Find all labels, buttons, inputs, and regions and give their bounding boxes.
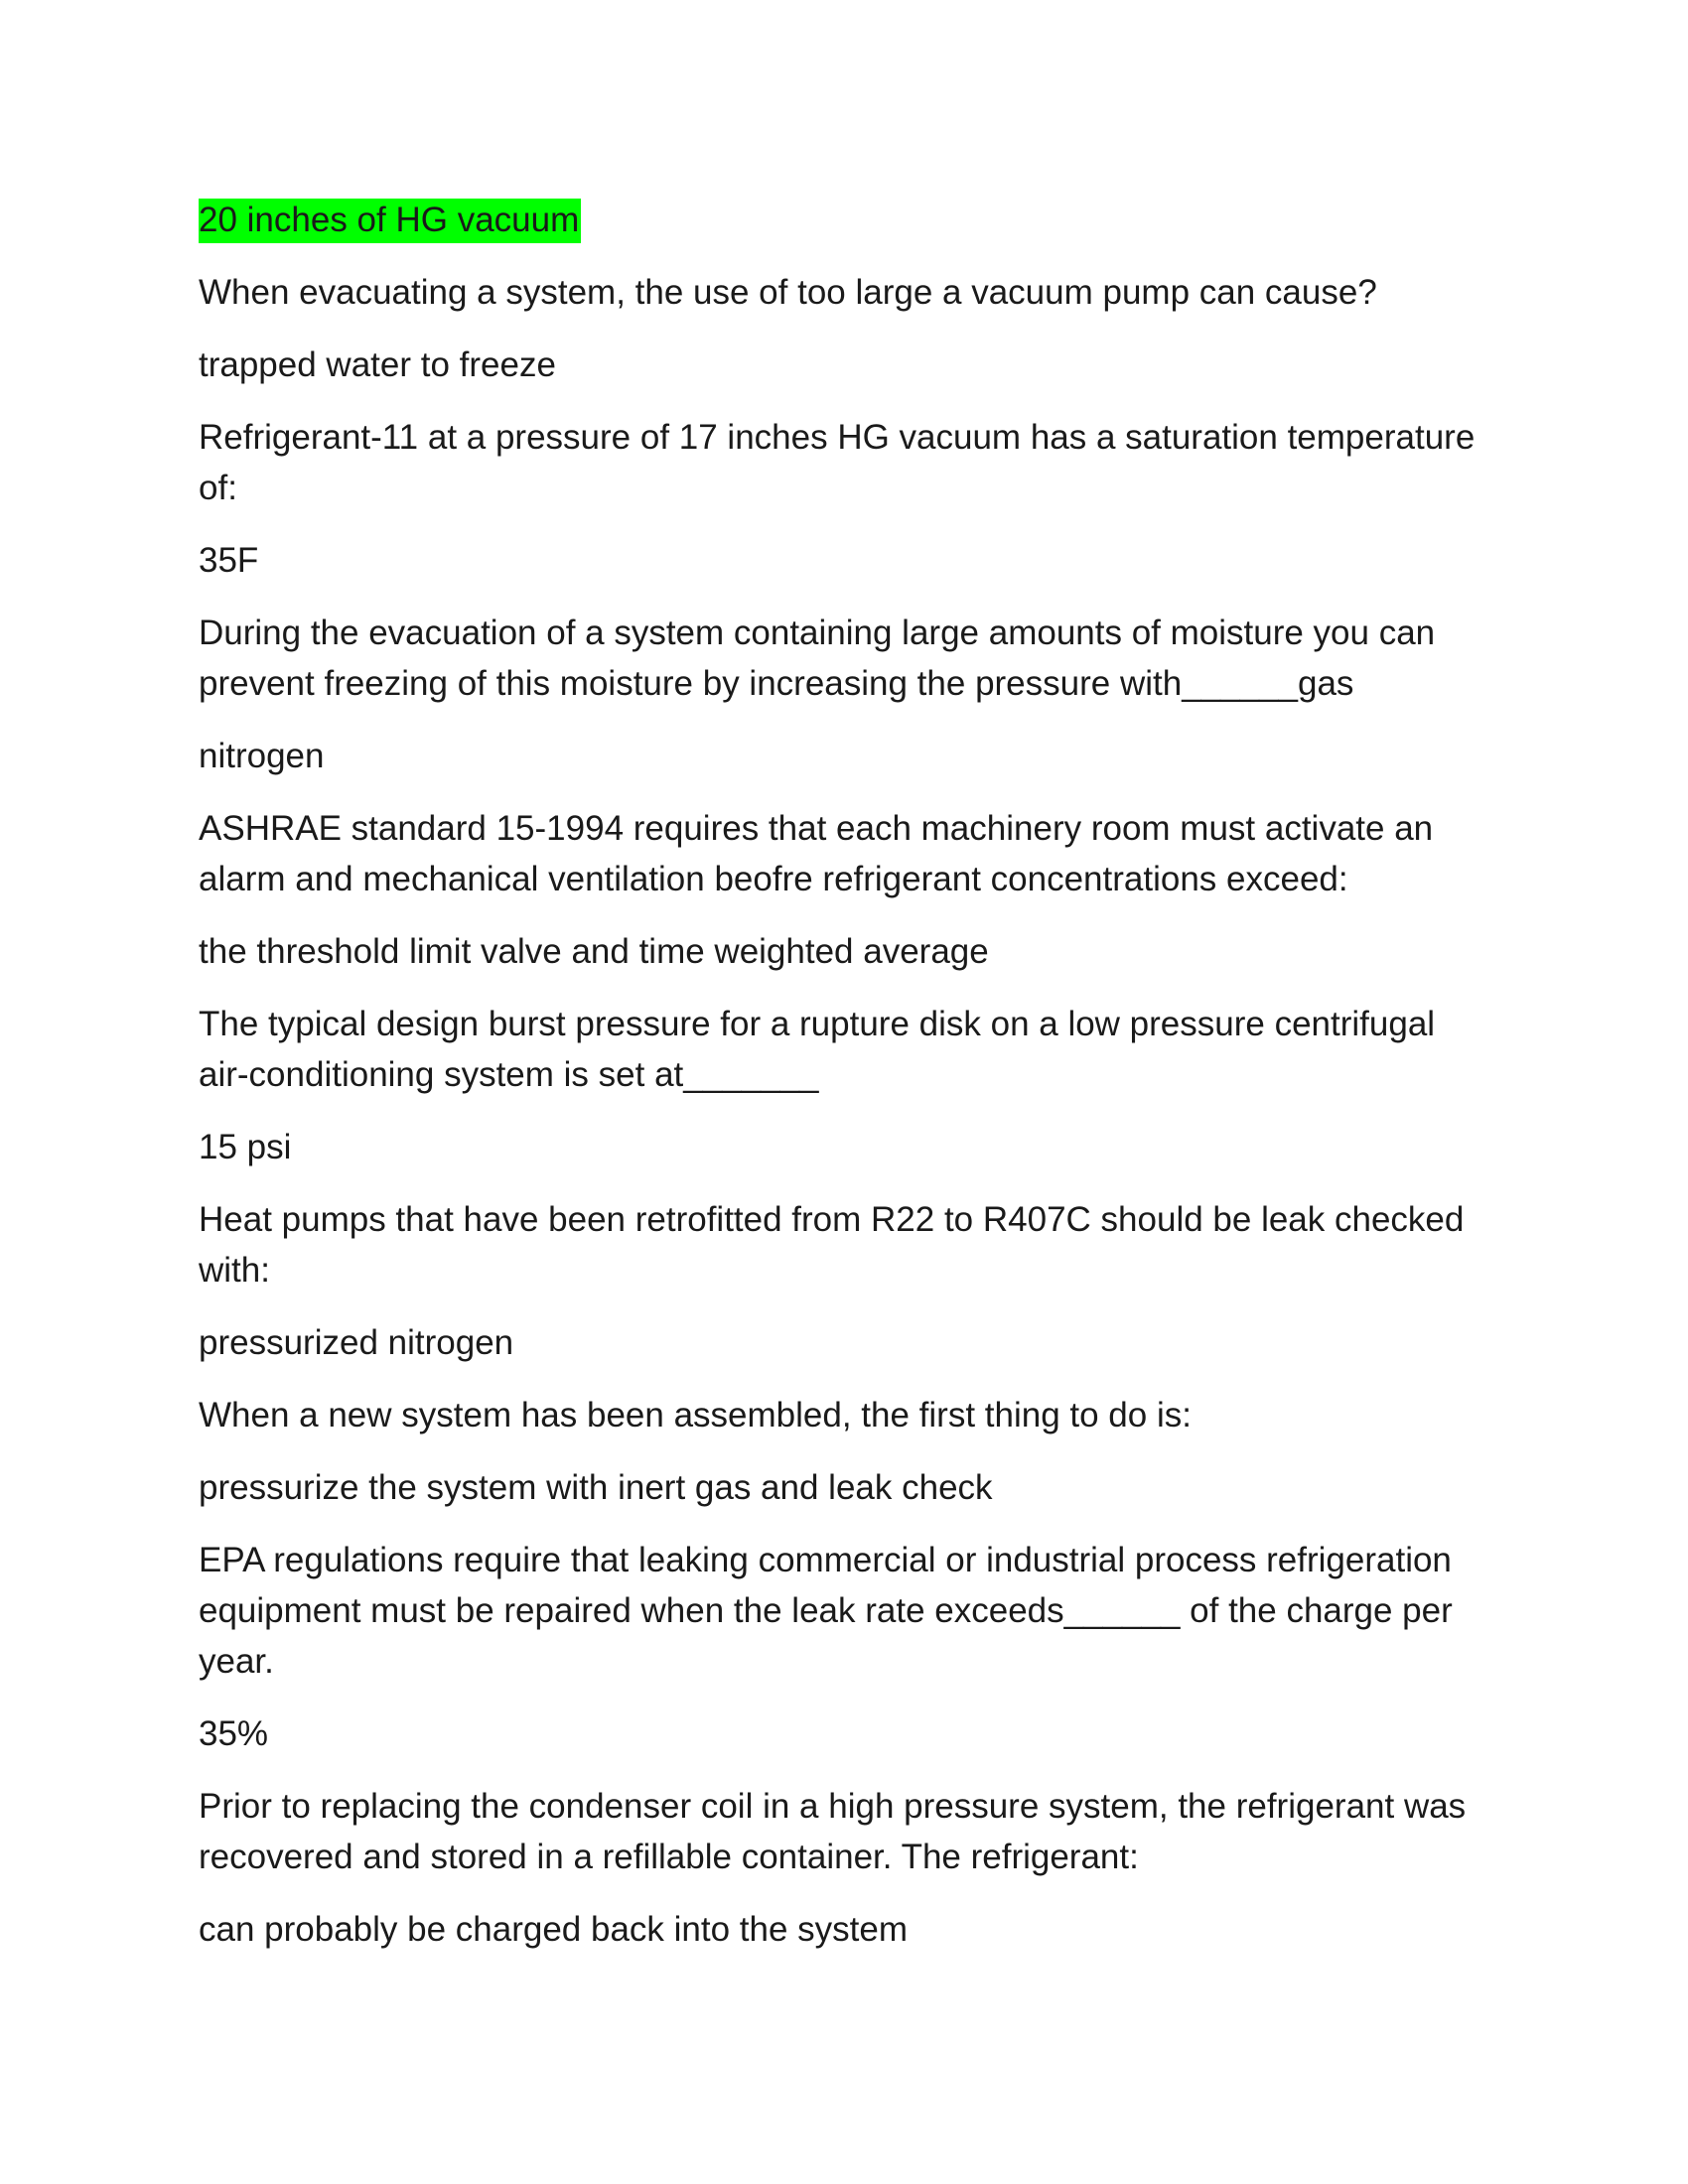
question-line: ASHRAE standard 15-1994 requires that each machinery room must activate an alarm and mechanical ventilation beofre refrigerant concentrations exceed:	[199, 809, 1434, 898]
answer-line: pressurize the system with inert gas and leak check	[199, 1468, 993, 1507]
answer-line: the threshold limit valve and time weighted average	[199, 932, 989, 971]
question-line: Refrigerant-11 at a pressure of 17 inches HG vacuum has a saturation temperature of:	[199, 418, 1476, 507]
answer-line: nitrogen	[199, 737, 325, 775]
answer-line: pressurized nitrogen	[199, 1323, 514, 1362]
answer-line: 35%	[199, 1714, 269, 1753]
question-line: When a new system has been assembled, the first thing to do is:	[199, 1396, 1192, 1434]
answer-line: can probably be charged back into the system	[199, 1910, 909, 1949]
question-line: During the evacuation of a system containing large amounts of moisture you can prevent freezing of this moisture by increasing the pressure with______gas	[199, 614, 1436, 703]
answer-line: 15 psi	[199, 1128, 292, 1166]
answer-line: 35F	[199, 541, 259, 580]
answer-line	[199, 195, 1489, 245]
question-line: When evacuating a system, the use of too large a vacuum pump can cause?	[199, 273, 1377, 312]
question-line: Heat pumps that have been retrofitted from R22 to R407C should be leak checked with:	[199, 1200, 1465, 1290]
question-line: EPA regulations require that leaking commercial or industrial process refrigeration equipment must be repaired when the leak rate exceeds______ of the charge per year.	[199, 1541, 1453, 1681]
question-line: Prior to replacing the condenser coil in a high pressure system, the refrigerant was recovered and stored in a refillable container. The refrigerant:	[199, 1787, 1467, 1876]
highlighted-answer: 20 inches of HG vacuum	[199, 199, 581, 243]
question-line: The typical design burst pressure for a rupture disk on a low pressure centrifugal air-conditioning system is set at_______	[199, 1005, 1436, 1094]
answer-line: trapped water to freeze	[199, 345, 556, 384]
document-body	[199, 195, 1489, 1977]
